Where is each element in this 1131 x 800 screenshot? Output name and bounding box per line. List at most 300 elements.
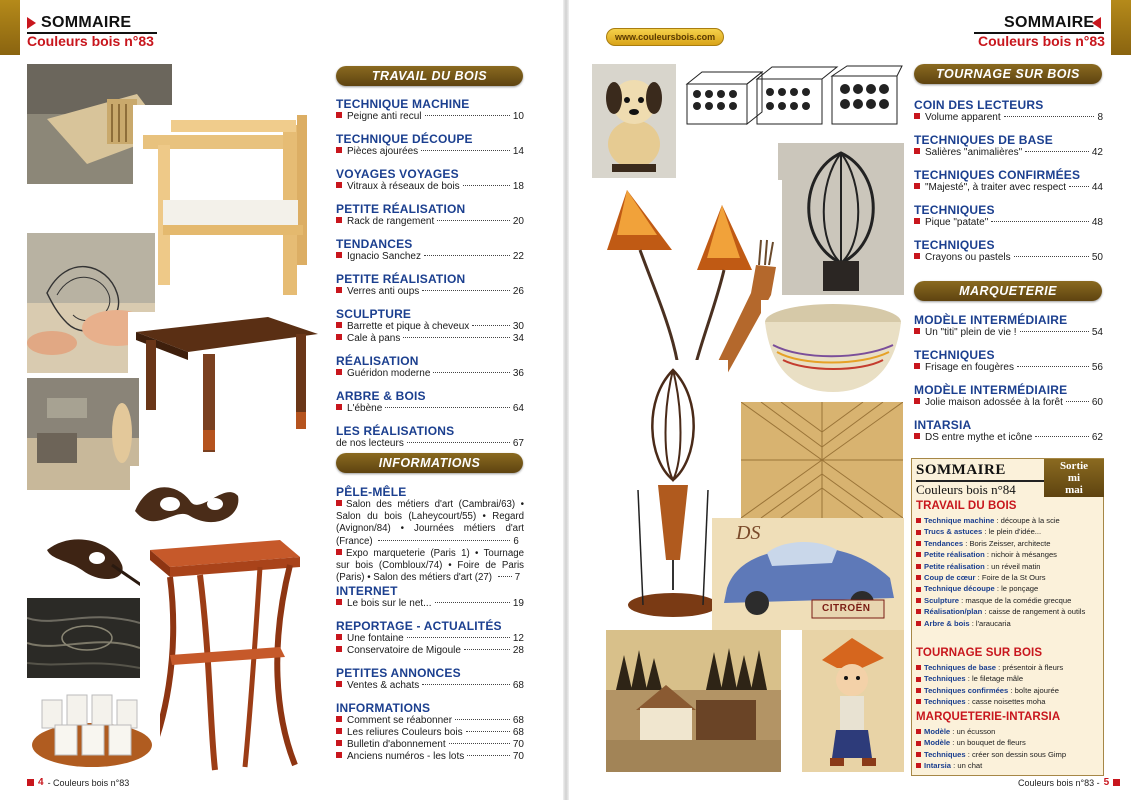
leader-dots [421, 150, 510, 151]
next-issue-subject: casse noisettes moha [971, 697, 1046, 707]
next-issue-item [916, 726, 1101, 737]
next-issue-category: MARQUETERIE-INTARSIA [916, 711, 1061, 723]
next-issue-subtitle: Couleurs bois n°84 [916, 480, 1044, 498]
bullet-icon [916, 552, 921, 557]
next-issue-subject: le plein d'idée... [988, 527, 1042, 537]
next-issue-category: TOURNAGE SUR BOIS [916, 647, 1043, 659]
toc-entry-title: DS entre mythe et icône [925, 432, 1033, 443]
toc-entry[interactable] [336, 715, 524, 727]
toc-category: INTERNET [336, 584, 398, 599]
bullet-icon [914, 363, 920, 369]
gold-corner-left [0, 0, 20, 55]
leader-dots [378, 540, 510, 541]
toc-entry-title: Vitraux à réseaux de bois [347, 181, 460, 192]
leader-dots [455, 719, 510, 720]
next-issue-rubric: Techniques [924, 674, 966, 684]
separator: : [950, 738, 957, 748]
toc-entry[interactable] [914, 112, 1103, 124]
bullet-icon [916, 541, 921, 546]
leader-dots [1025, 151, 1089, 152]
next-issue-release-badge [1044, 459, 1104, 497]
page-number: 60 [1091, 397, 1103, 408]
page-number: 54 [1091, 327, 1103, 338]
toc-entry-title: Un "titi" plein de vie ! [925, 327, 1017, 338]
toc-category: PÊLE-MÊLE [336, 485, 407, 499]
next-issue-item [916, 606, 1101, 617]
toc-category: TECHNIQUES DE BASE [914, 133, 1053, 147]
page-number: 64 [512, 403, 524, 414]
page-number: 14 [512, 146, 524, 157]
bullet-icon [336, 646, 342, 652]
bullet-icon [336, 752, 342, 758]
photo-house-marquetry [606, 630, 781, 772]
separator: : [959, 595, 966, 605]
bullet-icon [336, 112, 342, 118]
photo-majeste-turning [778, 143, 904, 295]
toc-entry[interactable] [336, 368, 524, 380]
next-issue-item [916, 538, 1101, 549]
footer-bullet-icon [1113, 779, 1120, 786]
bullet-icon [336, 147, 342, 153]
bullet-icon [916, 688, 921, 693]
gold-corner-right [1111, 0, 1131, 55]
next-issue-item [916, 696, 1101, 707]
bullet-icon [914, 183, 920, 189]
page-number: 44 [1091, 182, 1103, 193]
footer-text: Couleurs bois n°83 - [1018, 777, 1100, 788]
toc-entry[interactable] [914, 147, 1103, 159]
bullet-icon [916, 609, 921, 614]
next-issue-rubric: Arbre & bois [924, 618, 970, 628]
toc-entry[interactable] [336, 181, 524, 193]
page-number: 10 [512, 111, 524, 122]
toc-category: REPORTAGE - ACTUALITÉS [336, 619, 502, 634]
bullet-icon [916, 665, 921, 670]
toc-entry-title: Une fontaine [347, 633, 404, 645]
toc-entry[interactable] [336, 680, 524, 692]
toc-entry[interactable] [336, 727, 524, 739]
toc-entry-title: Pique "patate" [925, 217, 989, 228]
toc-entry-title: Le bois sur le net... [347, 598, 432, 610]
toc-entry[interactable] [336, 751, 524, 763]
next-issue-list [916, 662, 1101, 708]
bullet-icon [336, 599, 342, 605]
leader-dots [1020, 331, 1089, 332]
bullet-icon [916, 587, 921, 592]
leader-dots [472, 325, 510, 326]
leader-dots [424, 255, 510, 256]
ds-text: DS [736, 522, 761, 544]
bullet-icon [336, 716, 342, 722]
right-footer [1018, 777, 1120, 788]
toc-entry[interactable] [336, 321, 524, 333]
bullet-icon [914, 398, 920, 404]
bullet-icon [336, 634, 342, 640]
bullet-icon [916, 621, 921, 626]
bullet-icon [336, 217, 342, 223]
bullet-icon [916, 729, 921, 734]
next-issue-item [916, 662, 1101, 673]
toc-category: TECHNIQUES [914, 238, 995, 252]
leader-dots [467, 755, 510, 756]
toc-entry-title: Ignacio Sanchez [347, 251, 421, 262]
footer-page-number: 4 [38, 777, 44, 788]
photo-fern-veneer [741, 402, 903, 518]
leader-dots [463, 185, 510, 186]
toc-entry[interactable] [336, 645, 524, 657]
toc-entry-title: Volume apparent [925, 112, 1001, 123]
page-number: 34 [512, 333, 524, 344]
bullet-icon [336, 549, 342, 555]
toc-category: TENDANCES [336, 237, 413, 251]
separator: : [965, 697, 972, 707]
next-issue-rubric: Intarsia [924, 761, 952, 771]
photo-dark-stool [128, 312, 326, 452]
next-issue-item [916, 583, 1101, 594]
separator: : [1008, 685, 1015, 695]
next-issue-rubric: Modèle [924, 727, 951, 736]
toc-entry[interactable] [914, 182, 1103, 194]
leader-dots [425, 115, 510, 116]
separator: : [984, 550, 992, 560]
next-issue-item [916, 749, 1101, 760]
next-issue-item [916, 673, 1101, 684]
next-issue-rubric: Coup de cœur [924, 573, 976, 583]
bullet-icon [336, 728, 342, 734]
banner-travail-du-bois: TRAVAIL DU BOIS [336, 66, 523, 86]
toc-entry[interactable] [336, 286, 524, 298]
next-issue-rubric: Techniques de base [924, 663, 997, 672]
page-number: 62 [1091, 432, 1103, 443]
leader-dots [1066, 401, 1089, 402]
bullet-icon [336, 322, 342, 328]
next-issue-subject: boîte ajourée [1014, 685, 1059, 695]
separator: : [963, 538, 970, 548]
separator: : [994, 516, 1001, 525]
page-number: 30 [512, 321, 524, 332]
toc-info-list [336, 584, 524, 763]
leader-dots [437, 220, 510, 221]
page-number: 18 [512, 181, 524, 192]
photo-carved-barrette [130, 466, 242, 538]
pele-mele-text-1: Salon des métiers d'art (Cambrai/63) • Salon du bois (Laheycourt/55) • Regard (Avignon/84) • Journées métiers d'art (France) [336, 499, 524, 547]
leader-dots [1017, 366, 1089, 367]
bullet-icon [336, 369, 342, 375]
next-issue-rubric: Petite réalisation [924, 561, 985, 571]
leader-dots [403, 337, 510, 338]
toc-entry[interactable] [914, 397, 1103, 409]
toc-category: VOYAGES VOYAGES [336, 167, 459, 181]
right-header-title: SOMMAIRE [1004, 14, 1095, 31]
toc-category: SCULPTURE [336, 307, 412, 321]
next-issue-subject: le ponçage [1001, 584, 1039, 594]
leader-dots [422, 290, 510, 291]
page-number: 70 [512, 751, 524, 763]
pele-mele-paragraph-2 [336, 548, 524, 585]
next-issue-rubric: Techniques confirmées [924, 685, 1009, 695]
toc-entry[interactable] [336, 598, 524, 610]
bullet-icon [336, 500, 342, 506]
badge-line: mi [1067, 472, 1081, 484]
toc-entry-title: Les reliures Couleurs bois [347, 727, 463, 739]
next-issue-subject: Boris Zeisser, architecte [969, 538, 1051, 548]
separator: : [965, 674, 972, 684]
photo-glass-tray [27, 680, 160, 773]
bullet-icon [336, 681, 342, 687]
next-issue-item [916, 515, 1101, 526]
photo-pine-stand [133, 105, 325, 300]
citroen-text: CITROËN [822, 603, 871, 614]
separator: : [982, 607, 989, 617]
toc-entry[interactable] [914, 362, 1103, 374]
bullet-icon [914, 433, 920, 439]
page-number: 50 [1091, 252, 1103, 263]
page-number: 22 [512, 251, 524, 262]
leader-dots [422, 684, 510, 685]
bullet-icon [914, 113, 920, 119]
next-issue-rubric: Réalisation/plan [924, 607, 983, 617]
separator: : [965, 749, 972, 759]
bullet-icon [336, 334, 342, 340]
bullet-icon [916, 518, 921, 523]
toc-entry[interactable] [914, 217, 1103, 229]
bullet-icon [914, 218, 920, 224]
bullet-icon [336, 404, 342, 410]
right-page [566, 0, 1131, 800]
left-page [0, 0, 565, 800]
footer-bullet-icon [27, 779, 34, 786]
right-header-subtitle: Couleurs bois n°83 [978, 33, 1105, 49]
bullet-icon [916, 741, 921, 746]
toc-marqueterie [914, 313, 1103, 444]
toc-entry[interactable] [336, 633, 524, 645]
bullet-icon [336, 287, 342, 293]
page-number: 48 [1091, 217, 1103, 228]
toc-informations [336, 485, 524, 763]
toc-entry[interactable] [914, 252, 1103, 264]
bullet-icon [336, 252, 342, 258]
toc-tournage [914, 98, 1103, 264]
toc-entry[interactable] [336, 146, 524, 158]
leader-dots [1004, 116, 1095, 117]
toc-entry-title: Pièces ajourées [347, 146, 419, 157]
toc-entry-title: L'ébène [347, 403, 383, 414]
bullet-icon [336, 182, 342, 188]
page-number: 68 [512, 727, 524, 739]
header-arrow-icon [1092, 17, 1101, 29]
bullet-icon [916, 677, 921, 682]
page-number: 7 [514, 572, 521, 584]
next-issue-item [916, 595, 1101, 606]
next-issue-item [916, 572, 1101, 583]
page-number: 6 [513, 535, 519, 547]
toc-category: TECHNIQUES CONFIRMÉES [914, 168, 1081, 182]
separator: : [975, 573, 982, 583]
toc-category: TECHNIQUE DÉCOUPE [336, 132, 473, 146]
next-issue-rubric: Tendances [924, 538, 964, 548]
toc-category: PETITES ANNONCES [336, 666, 461, 681]
photo-salt-dog [592, 64, 676, 178]
next-issue-subject: un écusson [956, 727, 996, 736]
footer-text: - Couleurs bois n°83 [47, 777, 130, 788]
separator: : [969, 618, 976, 628]
leader-dots [449, 743, 510, 744]
leader-dots [1069, 186, 1089, 187]
bullet-icon [916, 752, 921, 757]
next-issue-category: TRAVAIL DU BOIS [916, 500, 1017, 512]
next-issue-item [916, 561, 1101, 572]
bullet-icon [916, 763, 921, 768]
page-number: 70 [512, 739, 524, 751]
bullet-icon [916, 699, 921, 704]
toc-entry[interactable] [336, 111, 524, 123]
next-issue-subject: un chat [957, 761, 983, 771]
next-issue-subject: créer son dessin sous Gimp [971, 749, 1067, 759]
page-number: 12 [512, 633, 524, 645]
page-number: 20 [512, 216, 524, 227]
photo-logs-sketch [682, 64, 904, 134]
toc-category: RÉALISATION [336, 354, 419, 368]
next-issue-subject: présentoir à fleurs [1002, 663, 1064, 672]
toc-category: TECHNIQUES [914, 348, 995, 362]
leader-dots [1014, 256, 1089, 257]
photo-pastel-bowl [761, 300, 904, 398]
toc-category: LES RÉALISATIONS [336, 424, 455, 438]
website-link[interactable]: www.couleursbois.com [606, 28, 724, 46]
page-number: 36 [512, 368, 524, 379]
toc-entry-title: Rack de rangement [347, 216, 435, 227]
toc-entry[interactable] [336, 333, 524, 345]
toc-entry-title: Jolie maison adossée à la forêt [925, 397, 1063, 408]
leader-dots [464, 649, 510, 650]
leader-dots [385, 407, 510, 408]
next-issue-rubric: Sculpture [924, 595, 960, 605]
next-issue-rubric: Technique découpe [924, 584, 995, 594]
bullet-icon [916, 598, 921, 603]
next-issue-item [916, 737, 1101, 748]
toc-entry-title: de nos lecteurs [336, 438, 404, 449]
next-issue-subject: découpe à la scie [1000, 516, 1060, 525]
toc-category: PETITE RÉALISATION [336, 272, 466, 286]
toc-entry-title: Comment se réabonner [347, 715, 453, 727]
toc-entry[interactable] [336, 403, 524, 415]
photo-workbench-carving [27, 378, 139, 490]
photo-ds-intarsia [712, 518, 904, 630]
toc-entry[interactable] [336, 438, 524, 450]
page-number: 68 [512, 715, 524, 727]
toc-entry-title: "Majesté", à traiter avec respect [925, 182, 1067, 193]
next-issue-title: SOMMAIRE [916, 462, 1006, 478]
leader-dots [466, 731, 510, 732]
badge-line: mai [1065, 484, 1083, 496]
bullet-icon [916, 530, 921, 535]
toc-entry[interactable] [914, 432, 1103, 444]
toc-entry-title: Cale à pans [347, 333, 401, 344]
next-issue-item [916, 526, 1101, 537]
badge-line: Sortie [1059, 460, 1089, 472]
leader-dots [407, 637, 510, 638]
banner-tournage-sur-bois: TOURNAGE SUR BOIS [914, 64, 1102, 84]
next-issue-rubric: Petite réalisation [924, 550, 985, 560]
page-number: 28 [512, 645, 524, 657]
bullet-icon [916, 564, 921, 569]
separator: : [951, 761, 958, 771]
next-issue-rubric: Modèle [924, 738, 951, 748]
footer-page-number: 5 [1103, 777, 1110, 788]
next-issue-rubric: Techniques [924, 749, 966, 759]
bullet-icon [914, 148, 920, 154]
next-issue-subject: masque de la comédie grecque [965, 595, 1072, 605]
separator: : [984, 561, 992, 571]
next-issue-rubric: Techniques [924, 697, 966, 707]
bullet-icon [914, 253, 920, 259]
toc-entry-title: Peigne anti recul [347, 111, 422, 122]
bullet-icon [336, 740, 342, 746]
toc-entry-title: Conservatoire de Migoule [347, 645, 461, 657]
separator: : [996, 663, 1003, 672]
toc-category: MODÈLE INTERMÉDIAIRE [914, 383, 1068, 397]
toc-category: INFORMATIONS [336, 701, 431, 716]
toc-entry-title: Ventes & achats [347, 680, 420, 692]
toc-category: TECHNIQUES [914, 203, 995, 217]
photo-ebony-wood [27, 598, 140, 678]
next-issue-subject: caisse de rangement à outils [988, 607, 1086, 617]
page-number: 8 [1097, 112, 1103, 123]
toc-category: TECHNIQUE MACHINE [336, 97, 470, 111]
toc-category: INTARSIA [914, 418, 972, 432]
toc-entry-title: Anciens numéros - les lots [347, 751, 465, 763]
left-footer [27, 777, 129, 788]
leader-dots [435, 602, 510, 603]
separator: : [950, 727, 957, 736]
toc-entry-title: Guéridon moderne [347, 368, 431, 379]
separator: : [982, 527, 989, 537]
page-number: 19 [512, 598, 524, 610]
page-number: 67 [512, 438, 524, 449]
pele-mele-text-2: Expo marqueterie (Paris 1) • Tournage sur bois (Combloux/74) • Foire de Paris (Paris) • Salon des métiers d'art (27) [336, 547, 524, 584]
toc-entry[interactable] [336, 739, 524, 751]
page-number: 56 [1091, 362, 1103, 373]
next-issue-header [916, 462, 1044, 498]
toc-entry-title: Salières "animalières" [925, 147, 1023, 158]
next-issue-rubric: Trucs & astuces [924, 527, 983, 537]
toc-category: PETITE RÉALISATION [336, 202, 466, 216]
toc-entry-title: Verres anti oups [347, 286, 420, 297]
next-issue-subject: nichoir à mésanges [991, 550, 1057, 560]
toc-entry[interactable] [914, 327, 1103, 339]
banner-marqueterie: MARQUETERIE [914, 281, 1102, 301]
next-issue-list [916, 515, 1101, 629]
page-number: 42 [1091, 147, 1103, 158]
leader-dots [1035, 436, 1089, 437]
photo-titi-marquetry [802, 630, 904, 772]
photo-pedestal-table [140, 535, 305, 773]
next-issue-list [916, 726, 1101, 772]
leader-dots [407, 442, 510, 443]
next-issue-rubric: Technique machine [924, 516, 995, 525]
toc-entry-title: Crayons ou pastels [925, 252, 1011, 263]
leader-dots [433, 372, 509, 373]
toc-entry[interactable] [336, 216, 524, 228]
header-arrow-icon [27, 17, 36, 29]
toc-entry[interactable] [336, 251, 524, 263]
next-issue-item [916, 685, 1101, 696]
page-number: 26 [512, 286, 524, 297]
bullet-icon [914, 328, 920, 334]
banner-informations: INFORMATIONS [336, 453, 523, 473]
next-issue-item [916, 549, 1101, 560]
next-issue-subject: l'araucaria [975, 618, 1011, 628]
